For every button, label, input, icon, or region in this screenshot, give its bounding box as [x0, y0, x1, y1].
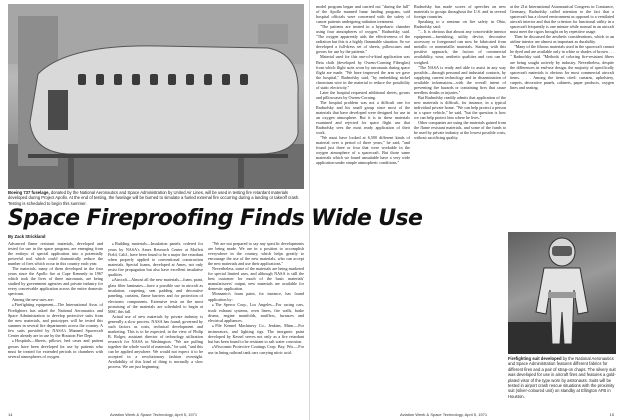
- paragraph: Advanced flame resistant materials, developed and tested for use in the space program, are emerging from the embryo of special application into a potentially powerful tool which could dramatically reduce the number of fires which occur in this country each year.: [8, 241, 103, 267]
- paragraph: Material used for this one-of-a-kind application was Beta cloth (developed by Owens-Corning Fiberglas) from which flight suits worn by astronauts during space flight are made. "We have improved the arm we gave the hospital," Radnofsky said, "by embedding nickel chromium wire in the material to reduce the possibility of static electricity.": [316, 54, 410, 90]
- right-column-3: [510, 4, 614, 230]
- right-column-2: [414, 4, 506, 408]
- paragraph: Later the hospital requested additional sheets, gowns and pillowcases by Owens-Corning.: [316, 89, 410, 100]
- right-column-1: [316, 4, 410, 408]
- paragraph: "We are not prepared to say any specific developments are being made. We are in a position to accomplish everywhere in the country, which helps greatly to encourage the use of the new materials, who can accept the new materials and use their applications.": [208, 241, 304, 267]
- left-column-2: [108, 241, 203, 407]
- caption-body: by the National Aeronautics and Space Administration features different fabrics for different fires and a pair of strap-on chaps. The silvery suit was developed for use in aircraft fires and features a gold-plated visor of the type worn by astronauts. Suits will be tested in airport crash rescue situations with the proximity suit (silver-coloured unit) on standby at Ellington AFB in Houston.: [508, 356, 616, 399]
- paragraph: The hospital problem was not a difficult one for Radnofsky and his small group since most of the materials that have developed were designed for use in an oxygen atmosphere. But it is in these materials examined and rejected for space flight use that Radnofsky sees the most ready application of their work.: [316, 99, 410, 136]
- right-page: [310, 0, 620, 420]
- fuselage-illustration: [8, 4, 304, 189]
- paragraph: But Radnofsky readily admits that application of the new materials is difficult, for instance, in a typical individual private home. "We can help protect a person in a space vehicle," he said, "but the question is how we can help protect him where he lives.": [414, 94, 506, 121]
- paragraph: "The patients are treated in a hyperbaric chamber using four atmospheres of oxygen," Radnofsky said. "The oxygen apparently aids the effectiveness of the radiation but this is a highly flammable situation. So we developed a full-dress set of sheets, pillowcases and gowns for use by the patients.": [316, 24, 410, 55]
- caption-lead: Firefighting suit developed: [508, 356, 562, 361]
- paragraph: "The NASA is ready and able to assist in any way possible—through personal and industrial contacts, by supplying current technology and in dissemination of available information—with the overall intent of preventing fire hazards or containing fires that cause needless deaths or injuries.": [414, 64, 506, 95]
- paragraph: Then he discussed the aesthetic considerations, which to an airline interior are almost as important as durability.: [510, 34, 614, 45]
- paragraph: Among the new uses are:: [12, 296, 54, 302]
- caption-lead: Boeing 737 fuselage,: [8, 190, 50, 195]
- left-column-3: [208, 241, 304, 407]
- paragraph: "Many of the fibrous materials used in the spacecraft cannot be dyed and are available only in white or shades of brown . . . " Radnofsky said. "Methods of coloring fire-resistant fibers are being sought actively by industry. Nevertheless, despite the differences in end-use design, the majority of specifically spacecraft materials is obvious for most commercial aircraft items. . . . Among the items cited: curtains, upholstery, carpets, decorative panels, cabinets, paper products, oxygen lines and seating.: [510, 44, 614, 90]
- right-page-number: 15: [609, 412, 614, 417]
- right-page-source: Aviation Week & Space Technology, April 5, 1971: [400, 412, 488, 417]
- paragraph: Nevertheless, some of the materials are being marketed for special limited uses, and although NASA is still the best customer for much of the basic materials' manufacturers' output, new materials are available for domestic application.: [208, 266, 304, 292]
- paragraph: "... It is obvious that almost any conceivable interior equipment—furnishing, utility device, decorative accessory or foreground can now be fabricated from metallic or nonmetallic materials. Starting with this positive approach, the factors of commercial availability, wear, aesthetic qualities and cost can be weighed.: [414, 29, 506, 65]
- left-page-number: 14: [8, 412, 13, 417]
- article-byline: By Zack Strickland: [8, 234, 46, 239]
- fuselage-photo: [8, 4, 304, 189]
- paragraph: Other companies are using the materials gained from the flame resistant materials, and some of the funds to be used by private industry at the lowest possible costs, without sacrificing quality.: [414, 120, 506, 141]
- left-page-source: Aviation Week & Space Technology, April 5, 1971: [110, 412, 198, 417]
- firefighting-suit-caption: [508, 356, 616, 399]
- paragraph: "We must have looked at 6,500 different kinds of material over a period of three years," he said, "and found just three or four that were workable in the oxygen atmosphere of a spacecraft. But those same materials which we found unsuitable have a very wide application under simple atmospheric conditions.": [316, 135, 410, 166]
- firefighting-suit-photo: [508, 232, 616, 354]
- paragraph: ● Building materials—Insulation panels, ordered for years by NASA's Ames Research Center at Moffett Field, Calif., have been found to be a major fire retardant when properly applied to conventional construction materials. Special foams, developed at Ames, not only resist fire propagation but also have excellent insulative qualities.: [108, 241, 203, 277]
- fuselage-photo-caption: [8, 190, 304, 206]
- paragraph: ● Pile Kennel Machinery Co., Jenkins, Minn.—For incinerators, and lighting rigs. The inorganic paint developed by Kessel serves not only as a fire retardant but has been found to be resistant to salt water corrosion.: [208, 323, 304, 344]
- paragraph: ● Wisconsin Protective Coatings Corp. Bay, Wis.—For use in lining railroad tank cars carrying nitric acid.: [208, 344, 304, 355]
- paragraph: Actual use of new materials by private industry is generally a slow process. NASA has found, governed by such factors as costs, technical development and marketing. This is to be expected, in the view of Philip B. Bolger, assistant director of technology utilization research for NASA in Washington. "We are pulling together the whole world of materials," he said, "and this can be applied anywhere. We would not expect it to be accepted in a revolutionary fashion overnight. Availability of this kind of thing is normally a slow process. We are just beginning.: [108, 313, 203, 370]
- paragraph: Radnofsky has made scores of speeches on new materials to groups throughout the U.S. and in several foreign countries.: [414, 4, 506, 20]
- paragraph: ● Firefighting equipment—The International Assn. of Firefighters has asked the National Aeronautics and Space Administration to develop protective suits from the new materials, and prototypes will be tested this summer in several fire departments across the country. A few suits provided by NASA's Manned Spacecraft Center already are in use by the Houston Fire Dept.: [8, 302, 103, 338]
- paragraph: The materials, many of them developed in the four years since the Apollo fire at Cape Kennedy in 1967 which took the lives of three astronauts, are being studied by government agencies and private industry for every conceivable application across the entire domestic spectrum.: [8, 266, 103, 297]
- paragraph: ● The Sperco Corp., Los Angeles—For racing cars, truck exhaust systems, oven liners, fire walls, brake drums, engine manifolds, mufflers, furnaces and electrical appliances.: [208, 302, 304, 323]
- paragraph: ● Hospitals—Sheets, pillows, bed cases and patient gowns have been developed for use by patients who must be treated for extended periods in chambers with several atmospheres of oxygen.: [8, 338, 103, 359]
- article-headline: Space Fireproofing Finds Wide Use: [8, 206, 423, 231]
- paragraph: model program began and carried out "during the lull" of the Apollo manned lunar landing program, said hospital officials were concerned with the safety of cancer patients undergoing radiation treatment.: [316, 4, 410, 25]
- caption-body: donated by the National Aeronautics and Space Administration by United Air Lines, will be used in testing fire retardant materials developed during Project Apollo. At the end of testing, the fuselage will be burned to simulate a fueled external fire occurring during a landing or takeoff crash. Testing is scheduled to begin this summer.: [8, 190, 300, 206]
- paragraph: at the 21st International Astronautical Congress in Constance, Germany, Radnofsky called attention to the fact that a spacecraft has a closed environment as opposed to a ventilated aircraft interior and that the criterion for functional utility in a spacecraft frequently is one minute while normal in an aircraft must meet the rigors brought on by repetitive usage.: [510, 4, 614, 35]
- paragraph: ● Aircraft—Almost all the new materials—foam, paint, glass fiber laminates—have a possible use in aircraft as insulation, carpeting, seat padding and decorative paneling, curtains, flame barriers and for protection of electronic components. Extensive tests on the most promising of the materials are scheduled to begin at MSC this fall.: [108, 277, 203, 313]
- left-column-1: [8, 241, 103, 407]
- paragraph: Speaking to a seminar on fire safety in Ohio, Radnofsky said:: [414, 19, 506, 30]
- paragraph: Monsanto's foam paint, for instance, has found application by:: [208, 291, 304, 302]
- firefighter-illustration: [508, 232, 616, 354]
